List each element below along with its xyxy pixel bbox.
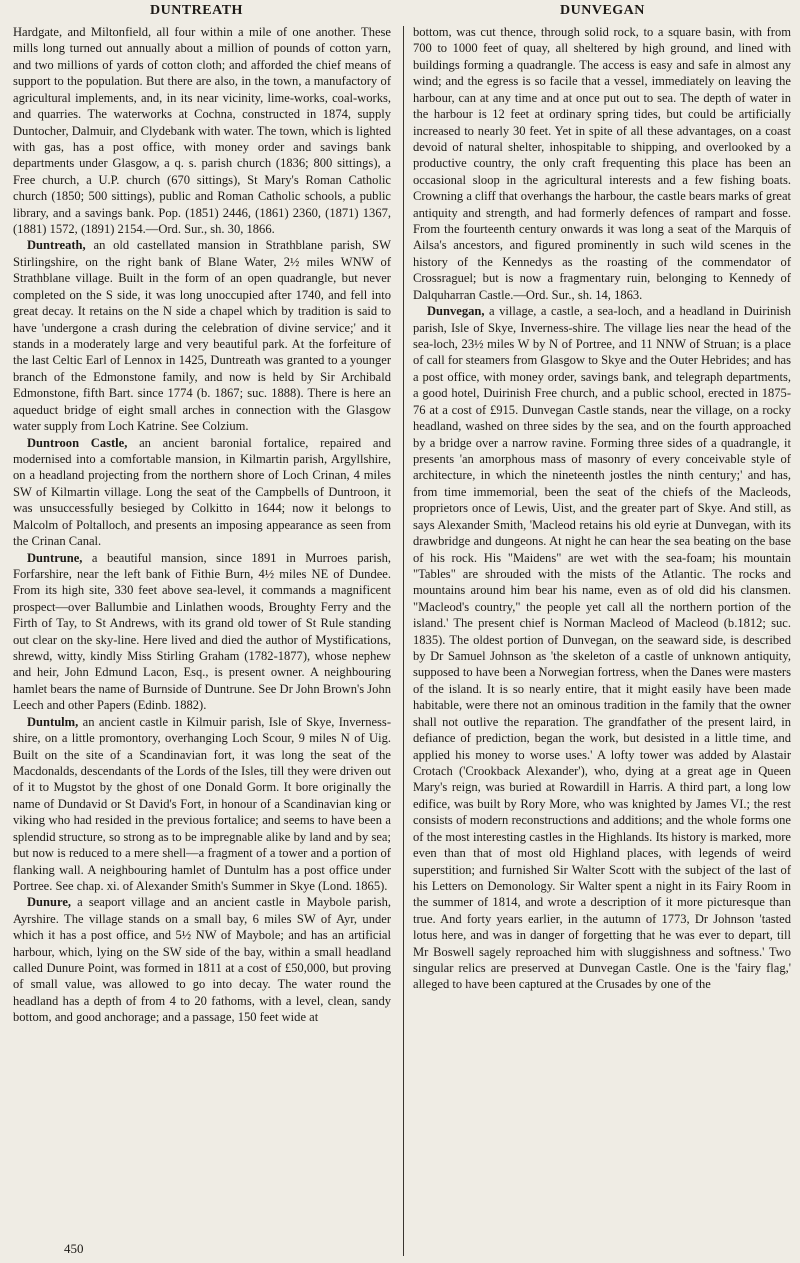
headword-duntrune: Duntrune, [27,550,83,565]
headword-duntulm: Duntulm, [27,714,79,729]
entry-dunure-text: a seaport village and an ancient castle in Maybole parish, Ayrshire. The village stands on a small bay, 6 miles SW of Ayr, under which it has a post office, and 5½ NW of Maybole; and has an artificial harbour, which, lying on the SW side of the bay, within a small headland called Dunure Point, was formed in 1811 at a cost of £50,000, but proving of small value, was allowed to go into decay. The water round the headland has a depth of from 4 to 20 fathoms, with a level, clean, sandy bottom, and good anchorage; and a passage, 150 feet wide at [13,895,391,1025]
entry-dunvegan [413,303,791,993]
headword-duntreath: Duntreath, [27,238,86,253]
entry-duntrune [13,550,391,714]
entry-duntreath [13,237,391,434]
entry-duntroon-castle [13,435,391,550]
entry-duntulm [13,714,391,895]
entry-dunure-continued: bottom, was cut thence, through solid rock, to a square basin, with from 700 to 1000 feet of quay, all sheltered by high ground, and lined with buildings forming a quadrangle. The access is easy and safe in almost any wind; and the egress is so facile that a vessel, immediately on leaving the harbour, can at any time and at once put out to sea. The depth of water in the harbour is 12 feet at ordinary spring tides, but could be artificially increased to nearly 30 feet. Yet in spite of all these advantages, on a coast devoid of natural shelter, inhospitable to shipping, and overlooked by a productive country, the only craft frequenting this place has been an occasional sloop in the agricultural interests and a few fishing boats. Crowning a cliff that overhangs the harbour, the castle bears marks of great antiquity and strength, and had formerly defences of rampart and fosse. From the fourteenth century onwards it was long a seat of the Marquis of Ailsa's ancestors, and figured prominently in such wild scenes in the history of the Kennedys as the roasting of the commendator of Crossraguel; but is now a fragmentary ruin, belonging to Kennedy of Dalquharran Castle.—Ord. Sur., sh. 14, 1863. [413,25,791,302]
running-head-left: DUNTREATH [150,3,243,18]
right-column [413,24,791,993]
entry-duntroon-text: an ancient baronial fortalice, repaired and modernised into a comfortable mansion, in Kilmartin parish, Argyllshire, on a headland projecting from the northern shore of Loch Crinan, 4 miles SW of Kilmartin village. Long the seat of the Campbells of Duntroon, it was unsuccessfully besieged by Colkitto in 1644; now it belongs to Malcolm of Poltalloch, and presents an imposing appearance as seen from the Crinan Canal. [13,435,391,549]
entry-duntrune-text: a beautiful mansion, since 1891 in Murroes parish, Forfarshire, near the left bank of Fithie Burn, 4½ miles NE of Dundee. From its high site, 330 feet above sea-level, it commands a magnificent prospect—over Ballumbie and Linlathen woods, Broughty Ferry and the Firth of Tay, to St Andrews, with its grand old tower of St Rule standing out clear on the sky-line. Here lived and died the author of Mystifications, shrewd, witty, kindly Miss Stirling Graham (1782-1877), whose nephew and heir, John Edmund Lacon, Esq., is present owner. A neighbouring hamlet bears the name of Burnside of Duntrune. See Dr John Brown's John Leech and other Papers (Edinb. 1882). [13,550,391,713]
column-divider [403,26,404,1256]
headword-duntroon-castle: Duntroon Castle, [27,435,128,450]
running-head [0,3,800,21]
entry-duntreath-text: an old castellated mansion in Strathblane parish, SW Stirlingshire, on the right bank of Blane Water, 2½ miles WNW of Strathblane village. Built in the form of an open quadrangle, but never completed on the S side, it was long unoccupied after 1740, and fell into great decay. It retains on the N side a chapel which by tradition is said to have 'undergone a crash during the celebration of divine service;' and it stands in a moderately large and very beautiful park. At the forfeiture of the last Celtic Earl of Lennox in 1425, Duntreath was granted to a younger branch of the Edmonstone family, and now is held by Sir Archibald Edmonstone, fifth Bart. since 1774 (b. 1867; suc. 1888). There is here an aqueduct bridge of eight small arches in connection with the Glasgow water supply from Loch Katrine. See Colzium. [13,238,391,434]
entry-duntocher-continued: Hardgate, and Miltonfield, all four within a mile of one another. These mills long turned out annually about a million of pounds of cotton yarn, and two millions of yards of cotton cloth; and afforded the chief means of support to the population. But there are also, in the town, a manufactory of agricultural implements, and, in its near vicinity, lime-works, coal-works, and quarries. The waterworks at Cochna, constructed in 1874, supply Duntocher, Dalmuir, and Clydebank with water. The town, which is lighted with gas, has a post office, with money order and savings bank departments under Glasgow, a q. s. parish church (1836; 800 sittings), a Free church, a U.P. church (670 sittings), St Mary's Roman Catholic church (1850; 500 sittings), public and Roman Catholic schools, a public library, and a savings bank. Pop. (1851) 2446, (1861) 2360, (1871) 1367, (1881) 1572, (1891) 2154.—Ord. Sur., sh. 30, 1866. [13,25,391,237]
entry-duntulm-text: an ancient castle in Kilmuir parish, Isle of Skye, Inverness-shire, on a little promontory, overhanging Loch Scour, 9 miles N of Uig. Built on the site of a Scandinavian fort, it was long the seat of the Macdonalds, descendants of the Lords of the Isles, till they were driven out of it to Mugstot by the ghost of one Donald Gorm. It bore originally the name of Dundavid or St David's Fort, in honour of a Scandinavian king or viking who had resided in the previous fortalice; and seems to have been a splendid structure, so strong as to be impregnable alike by land and by sea; but now is reduced to a mere shell—a fragment of a tower and a portion of flanking wall. A neighbouring hamlet of Duntulm has a post office under Portree. See chap. xi. of Alexander Smith's Summer in Skye (Lond. 1865). [13,714,391,893]
headword-dunure: Dunure, [27,895,72,910]
entry-dunure [13,894,391,1025]
headword-dunvegan: Dunvegan, [427,304,485,319]
running-head-right: DUNVEGAN [560,3,645,18]
left-column [13,24,391,1026]
page-number: 450 [64,1241,84,1256]
entry-dunvegan-text: a village, a castle, a sea-loch, and a headland in Duirinish parish, Isle of Skye, Inverness-shire. The village lies near the head of the sea-loch, 23½ miles W by N of Portree, and 11 NNW of Struan; is a place of call for steamers from Glasgow to Skye and the Outer Hebrides; and has a post office, with money order, savings bank, and telegraph departments, a good hotel, Duirinish Free church, and a public school, erected in 1875-76 at a cost of £915. Dunvegan Castle stands, near the village, on a rocky headland, washed on three sides by the sea, and on the fourth approached by a bridge over a narrow ravine. Forming three sides of a quadrangle, it presents 'an amorphous mass of masonry of every conceivable style of architecture, in which the nineteenth jostles the ninth century;' and has, from time immemorial, been the seat of the chiefs of the Macleods, proprietors once of Lewis, Uist, and the greater part of Skye. And still, as says Alexander Smith, 'Macleod retains his old eyrie at Dunvegan, with its drawbridge and dungeons. At night he can hear the sea beating on the base of his rock. His "Maidens" are wet with the sea-foam; his mountain "Tables" are shrouded with the mists of the Atlantic. The rocks and mountains around him bear his name, even as of old did his clansmen. "Macleod's country," the people yet call all the northern portion of the island.' The present chief is Norman Macleod of Macleod (b.1812; suc. 1835). The oldest portion of Dunvegan, on the seaward side, is described by Dr Samuel Johnson as 'the skeleton of a castle of unknown antiquity, supposed to have been a Norwegian fortress, when the Danes were masters of the island. It is so nearly entire, that it might easily have been made habitable, were there not an ominous tradition in the family that the owner shall not outlive the reparation. The grandfather of the present laird, in defiance of prediction, began the work, but desisted in a little time, and applied his money to worse uses.' A lofty tower was added by Alastair Crotach ('Crookback Alexander'), who, dying at a great age in Queen Mary's reign, was buried at Rowardill in Harris. A third part, a long low edifice, was built by Rory More, who was knighted by James VI.; the rest consists of modern reconstructions and additions; and the whole forms one of the most interesting castles in the Highlands. Its history is marked, more even than that of most old Highland places, with legends of weird superstition; and furnished Sir Walter Scott with the subject of the last of his Letters on Demonology. Sir Walter spent a night in its Fairy Room in the summer of 1814, and wrote a description of it more picturesque than true. And forty years earlier, in the autumn of 1773, Dr Johnson 'tasted lotus here, and was in danger of forgetting that he was ever to depart, till Mr Boswell sagely reproached him with sluggishness and softness.' Two singular relics are preserved at Dunvegan Castle. One is the 'fairy flag,' alleged to have been captured at the Crusades by one of the [413,304,791,992]
